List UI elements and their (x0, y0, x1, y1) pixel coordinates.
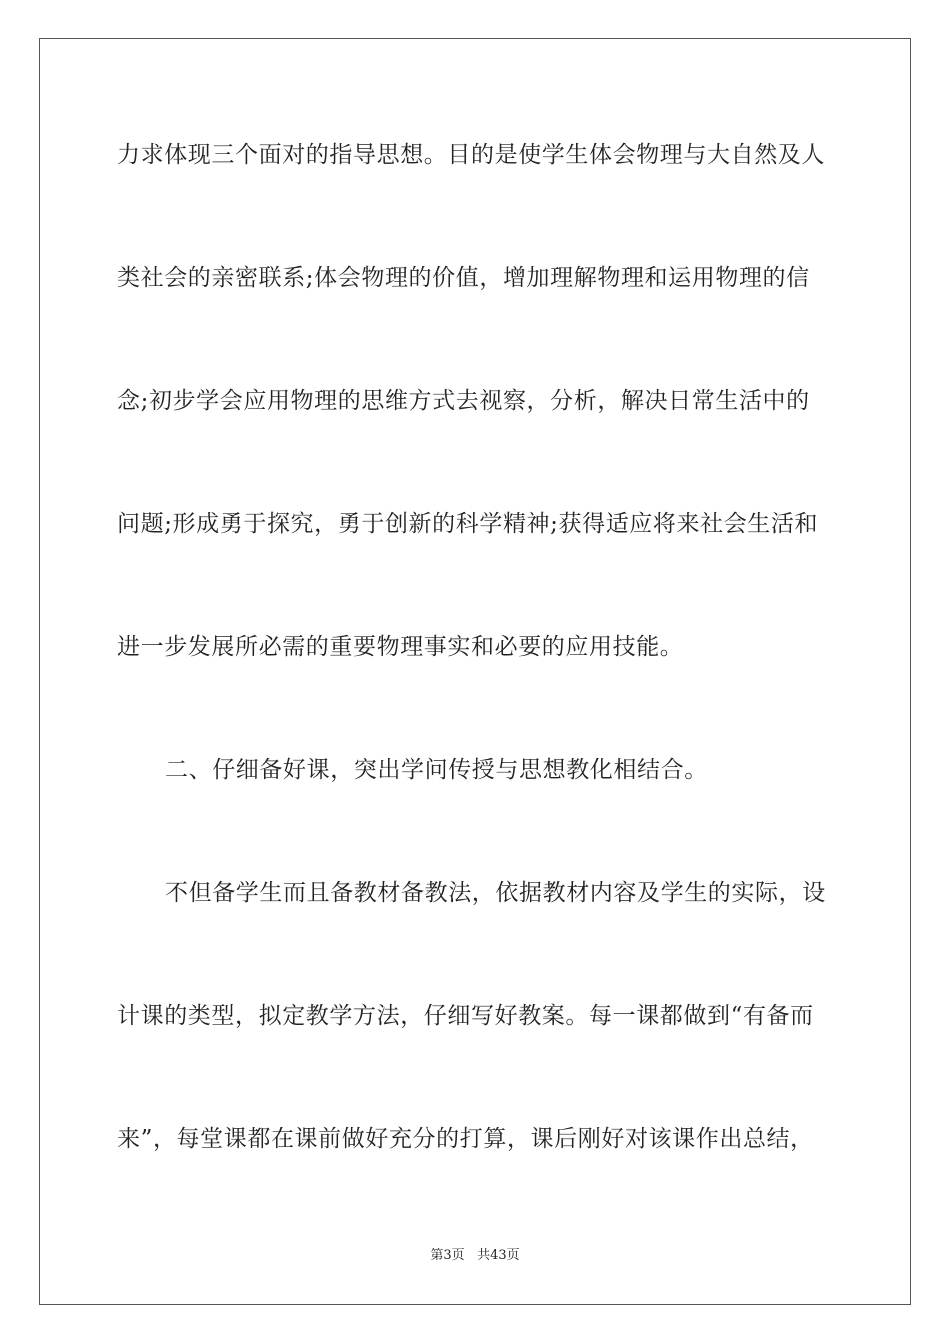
body-text-line: 力求体现三个面对的指导思想。目的是使学生体会物理与大自然及人 (117, 142, 825, 168)
page-footer (0, 1248, 950, 1264)
body-text-line: 进一步发展所必需的重要物理事实和必要的应用技能。 (117, 634, 684, 660)
body-text-line: 不但备学生而且备教材备教法，依据教材内容及学生的实际，设 (165, 880, 826, 906)
body-text-line: 来”，每堂课都在课前做好充分的打算，课后刚好对该课作出总结， (117, 1126, 814, 1152)
body-text-line: 问题;形成勇于探究，勇于创新的科学精神;获得适应将来社会生活和 (117, 511, 819, 537)
body-text-line: 类社会的亲密联系;体会物理的价值，增加理解物理和运用物理的信 (117, 265, 810, 291)
body-text-line: 念;初步学会应用物理的思维方式去视察，分析，解决日常生活中的 (117, 388, 810, 414)
section-heading: 二、仔细备好课，突出学问传授与思想教化相结合。 (165, 757, 708, 783)
page-number: 第3页 (430, 1248, 465, 1263)
body-text-line: 计课的类型，拟定教学方法，仔细写好教案。每一课都做到“有备而 (117, 1003, 814, 1029)
page-frame (39, 38, 911, 1305)
page-total: 共43页 (477, 1248, 520, 1263)
